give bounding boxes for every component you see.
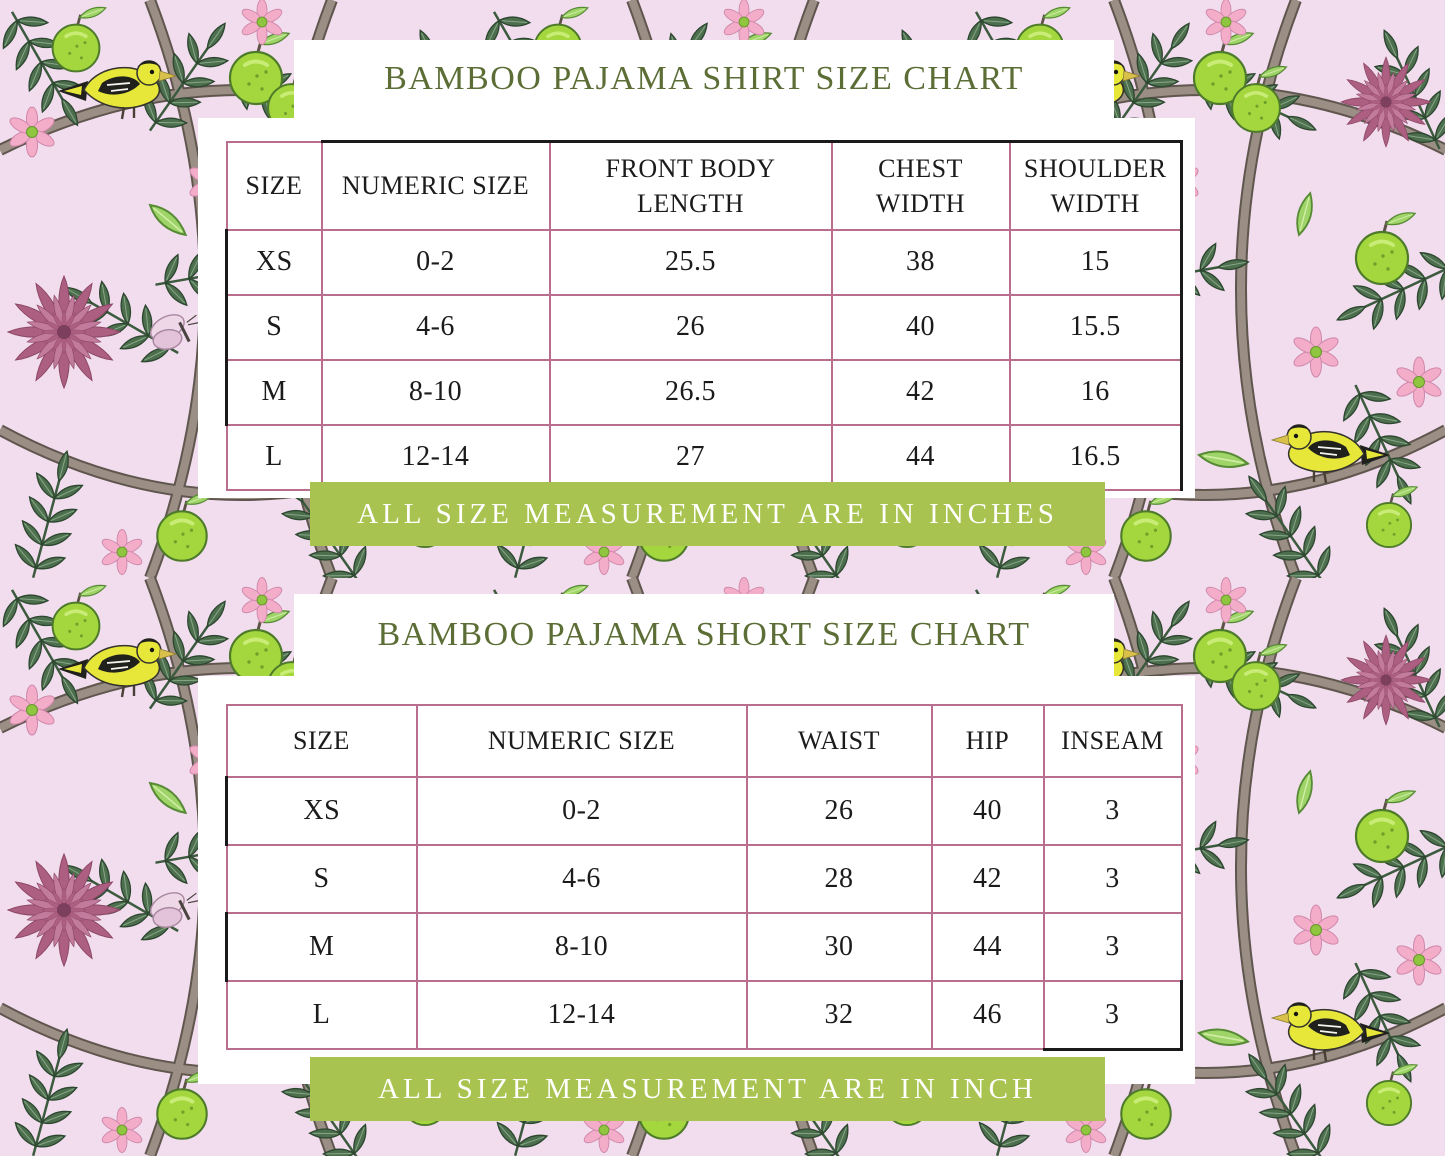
shirt-cell: 8-10 xyxy=(322,360,550,425)
short-chart-title: BAMBOO PAJAMA SHORT SIZE CHART xyxy=(377,616,1031,653)
shirt-cell: S xyxy=(227,295,322,360)
shirt-cell: 4-6 xyxy=(322,295,550,360)
short-cell: 30 xyxy=(747,913,932,981)
short-cell: 12-14 xyxy=(417,981,747,1049)
shirt-cell: 15 xyxy=(1010,230,1182,295)
table-row xyxy=(227,360,1182,425)
shirt-cell: 26 xyxy=(550,295,832,360)
short-chart-footnote-banner xyxy=(310,1057,1105,1121)
shirt-cell: 12-14 xyxy=(322,425,550,490)
shirt-header-row xyxy=(227,142,1182,230)
shirt-cell: 44 xyxy=(832,425,1010,490)
shirt-header-size: SIZE xyxy=(227,142,322,230)
short-cell: 44 xyxy=(932,913,1044,981)
shirt-chart-title-card xyxy=(294,40,1114,118)
shirt-header-numeric-size: NUMERIC SIZE xyxy=(322,142,550,230)
shirt-cell: 25.5 xyxy=(550,230,832,295)
shirt-cell: 0-2 xyxy=(322,230,550,295)
shirt-cell: 16 xyxy=(1010,360,1182,425)
table-row xyxy=(227,425,1182,490)
short-header-hip: HIP xyxy=(932,705,1044,777)
shirt-cell: 15.5 xyxy=(1010,295,1182,360)
shirt-cell: 16.5 xyxy=(1010,425,1182,490)
table-row xyxy=(227,295,1182,360)
shirt-chart-footnote: ALL SIZE MEASUREMENT ARE IN INCHES xyxy=(357,497,1058,530)
short-cell: 3 xyxy=(1044,777,1182,845)
short-cell: L xyxy=(227,981,417,1049)
shirt-header-front-body-length: FRONT BODY LENGTH xyxy=(550,142,832,230)
short-cell: 28 xyxy=(747,845,932,913)
short-cell: 26 xyxy=(747,777,932,845)
short-cell: S xyxy=(227,845,417,913)
shirt-cell: L xyxy=(227,425,322,490)
short-header-row xyxy=(227,705,1182,777)
short-cell: 3 xyxy=(1044,845,1182,913)
short-cell: 42 xyxy=(932,845,1044,913)
short-cell: 3 xyxy=(1044,913,1182,981)
short-cell: 32 xyxy=(747,981,932,1049)
short-cell: 0-2 xyxy=(417,777,747,845)
shirt-cell: 26.5 xyxy=(550,360,832,425)
shirt-cell: M xyxy=(227,360,322,425)
short-chart-title-card xyxy=(294,594,1114,676)
short-header-inseam: INSEAM xyxy=(1044,705,1182,777)
shirt-cell: XS xyxy=(227,230,322,295)
short-cell: 40 xyxy=(932,777,1044,845)
short-cell: XS xyxy=(227,777,417,845)
table-row xyxy=(227,845,1182,913)
short-size-table xyxy=(225,704,1183,1051)
shirt-chart-footnote-banner xyxy=(310,482,1105,546)
shirt-cell: 38 xyxy=(832,230,1010,295)
shirt-cell: 42 xyxy=(832,360,1010,425)
table-row xyxy=(227,777,1182,845)
short-cell: 4-6 xyxy=(417,845,747,913)
shirt-cell: 40 xyxy=(832,295,1010,360)
shirt-header-chest-width: CHEST WIDTH xyxy=(832,142,1010,230)
table-row xyxy=(227,913,1182,981)
short-cell: 46 xyxy=(932,981,1044,1049)
short-header-waist: WAIST xyxy=(747,705,932,777)
short-cell: 3 xyxy=(1044,981,1182,1049)
shirt-size-table xyxy=(225,140,1183,491)
short-cell: 8-10 xyxy=(417,913,747,981)
shirt-cell: 27 xyxy=(550,425,832,490)
short-header-size: SIZE xyxy=(227,705,417,777)
short-chart-footnote: ALL SIZE MEASUREMENT ARE IN INCH xyxy=(378,1072,1037,1105)
shirt-chart-title: BAMBOO PAJAMA SHIRT SIZE CHART xyxy=(384,60,1024,97)
short-cell: M xyxy=(227,913,417,981)
table-row xyxy=(227,981,1182,1049)
shirt-header-shoulder-width: SHOULDER WIDTH xyxy=(1010,142,1182,230)
table-row xyxy=(227,230,1182,295)
short-header-numeric-size: NUMERIC SIZE xyxy=(417,705,747,777)
